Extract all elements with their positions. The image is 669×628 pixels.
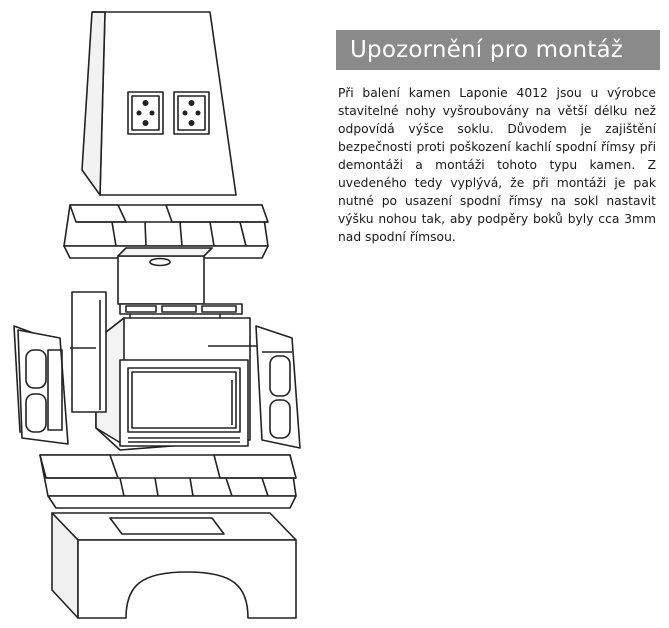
notice-title: Upozornění pro montáž xyxy=(336,30,660,70)
top-hood xyxy=(82,12,236,195)
notice-text: Při balení kamen Laponie 4012 jsou u výrobce stavitelné nohy vyšroubovány na větší délku než odpovídá výšce soklu. Důvodem je zajištění bezpečnosti proti poškození kachlí spodní římsy při demontáži a montáži tohoto typu kamen. Z uvedeného tedy vyplývá, že při montáži je pak nutné po usazení spodní římsy na sokl nastavit výšku nohou tak, aby podpěry boků byly cca 3mm nad spodní římsou. xyxy=(338,86,656,244)
right-side-panel xyxy=(256,326,300,448)
lower-cornice xyxy=(40,455,296,508)
exploded-stove-assembly-icon xyxy=(0,0,320,628)
firebox-insert xyxy=(70,292,262,450)
base-plinth xyxy=(52,513,296,618)
left-side-panel xyxy=(14,326,68,444)
